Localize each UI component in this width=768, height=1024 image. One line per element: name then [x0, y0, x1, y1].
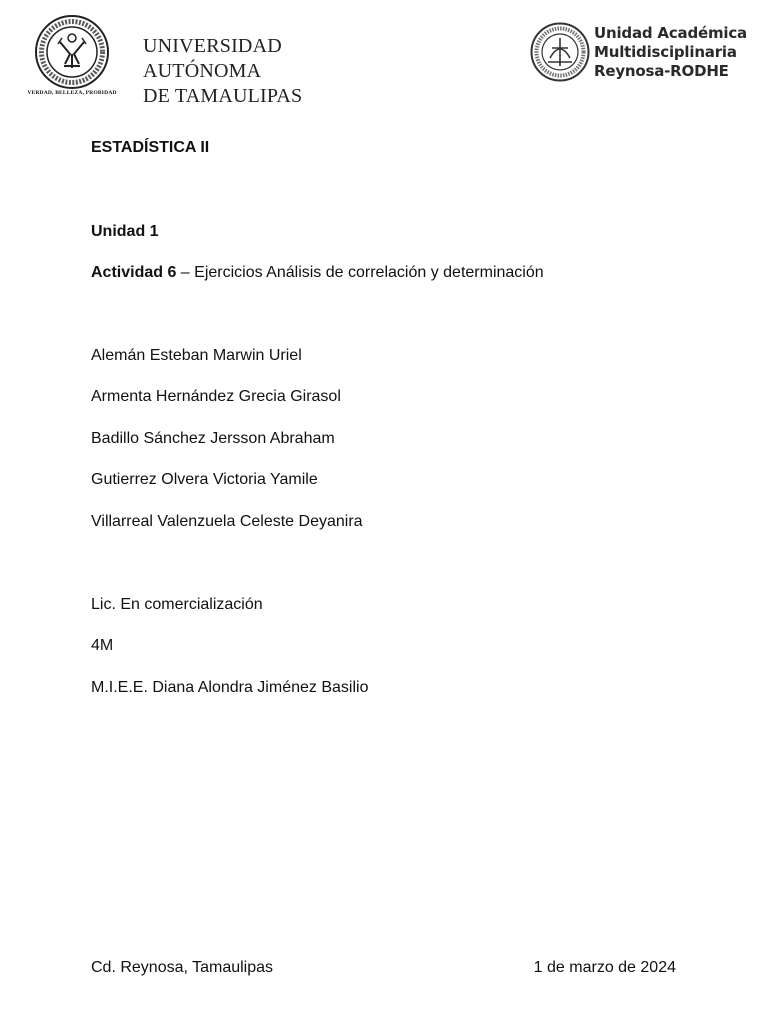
unit-name: [594, 24, 747, 81]
city: Cd. Reynosa, Tamaulipas: [91, 959, 274, 976]
university-seal-icon: [34, 14, 110, 90]
student-name: Armenta Hernández Grecia Girasol: [91, 388, 341, 405]
group-code: 4M: [91, 637, 114, 654]
university-name-line1: UNIVERSIDAD AUTÓNOMA: [143, 35, 282, 82]
course-title: ESTADÍSTICA II: [91, 139, 210, 156]
student-name: Gutierrez Olvera Victoria Yamile: [91, 471, 318, 488]
seal-motto: VERDAD, BELLEZA, PROBIDAD: [27, 90, 117, 96]
university-seal: [20, 10, 124, 102]
unit-name-line1: Unidad Académica: [594, 24, 747, 42]
date: 1 de marzo de 2024: [533, 959, 676, 976]
unit-name-line3: Reynosa-RODHE: [594, 62, 729, 80]
university-header: [20, 10, 400, 107]
unit-title: Unidad 1: [91, 223, 159, 240]
student-name: Badillo Sánchez Jersson Abraham: [91, 430, 335, 447]
unit-seal-icon: [530, 22, 590, 82]
university-name-line2: DE TAMAULIPAS: [143, 85, 303, 107]
unit-header: [530, 22, 750, 86]
unit-name-line2: Multidisciplinaria: [594, 43, 737, 61]
teacher-name: M.I.E.E. Diana Alondra Jiménez Basilio: [91, 679, 369, 696]
activity-line: [91, 263, 544, 283]
program-name: Lic. En comercialización: [91, 596, 263, 613]
student-name: Villarreal Valenzuela Celeste Deyanira: [91, 513, 363, 530]
activity-label: Actividad 6: [91, 264, 177, 281]
activity-text: – Ejercicios Análisis de correlación y determinación: [176, 264, 544, 281]
university-name: [143, 34, 400, 109]
student-name: Alemán Esteban Marwin Uriel: [91, 347, 302, 364]
